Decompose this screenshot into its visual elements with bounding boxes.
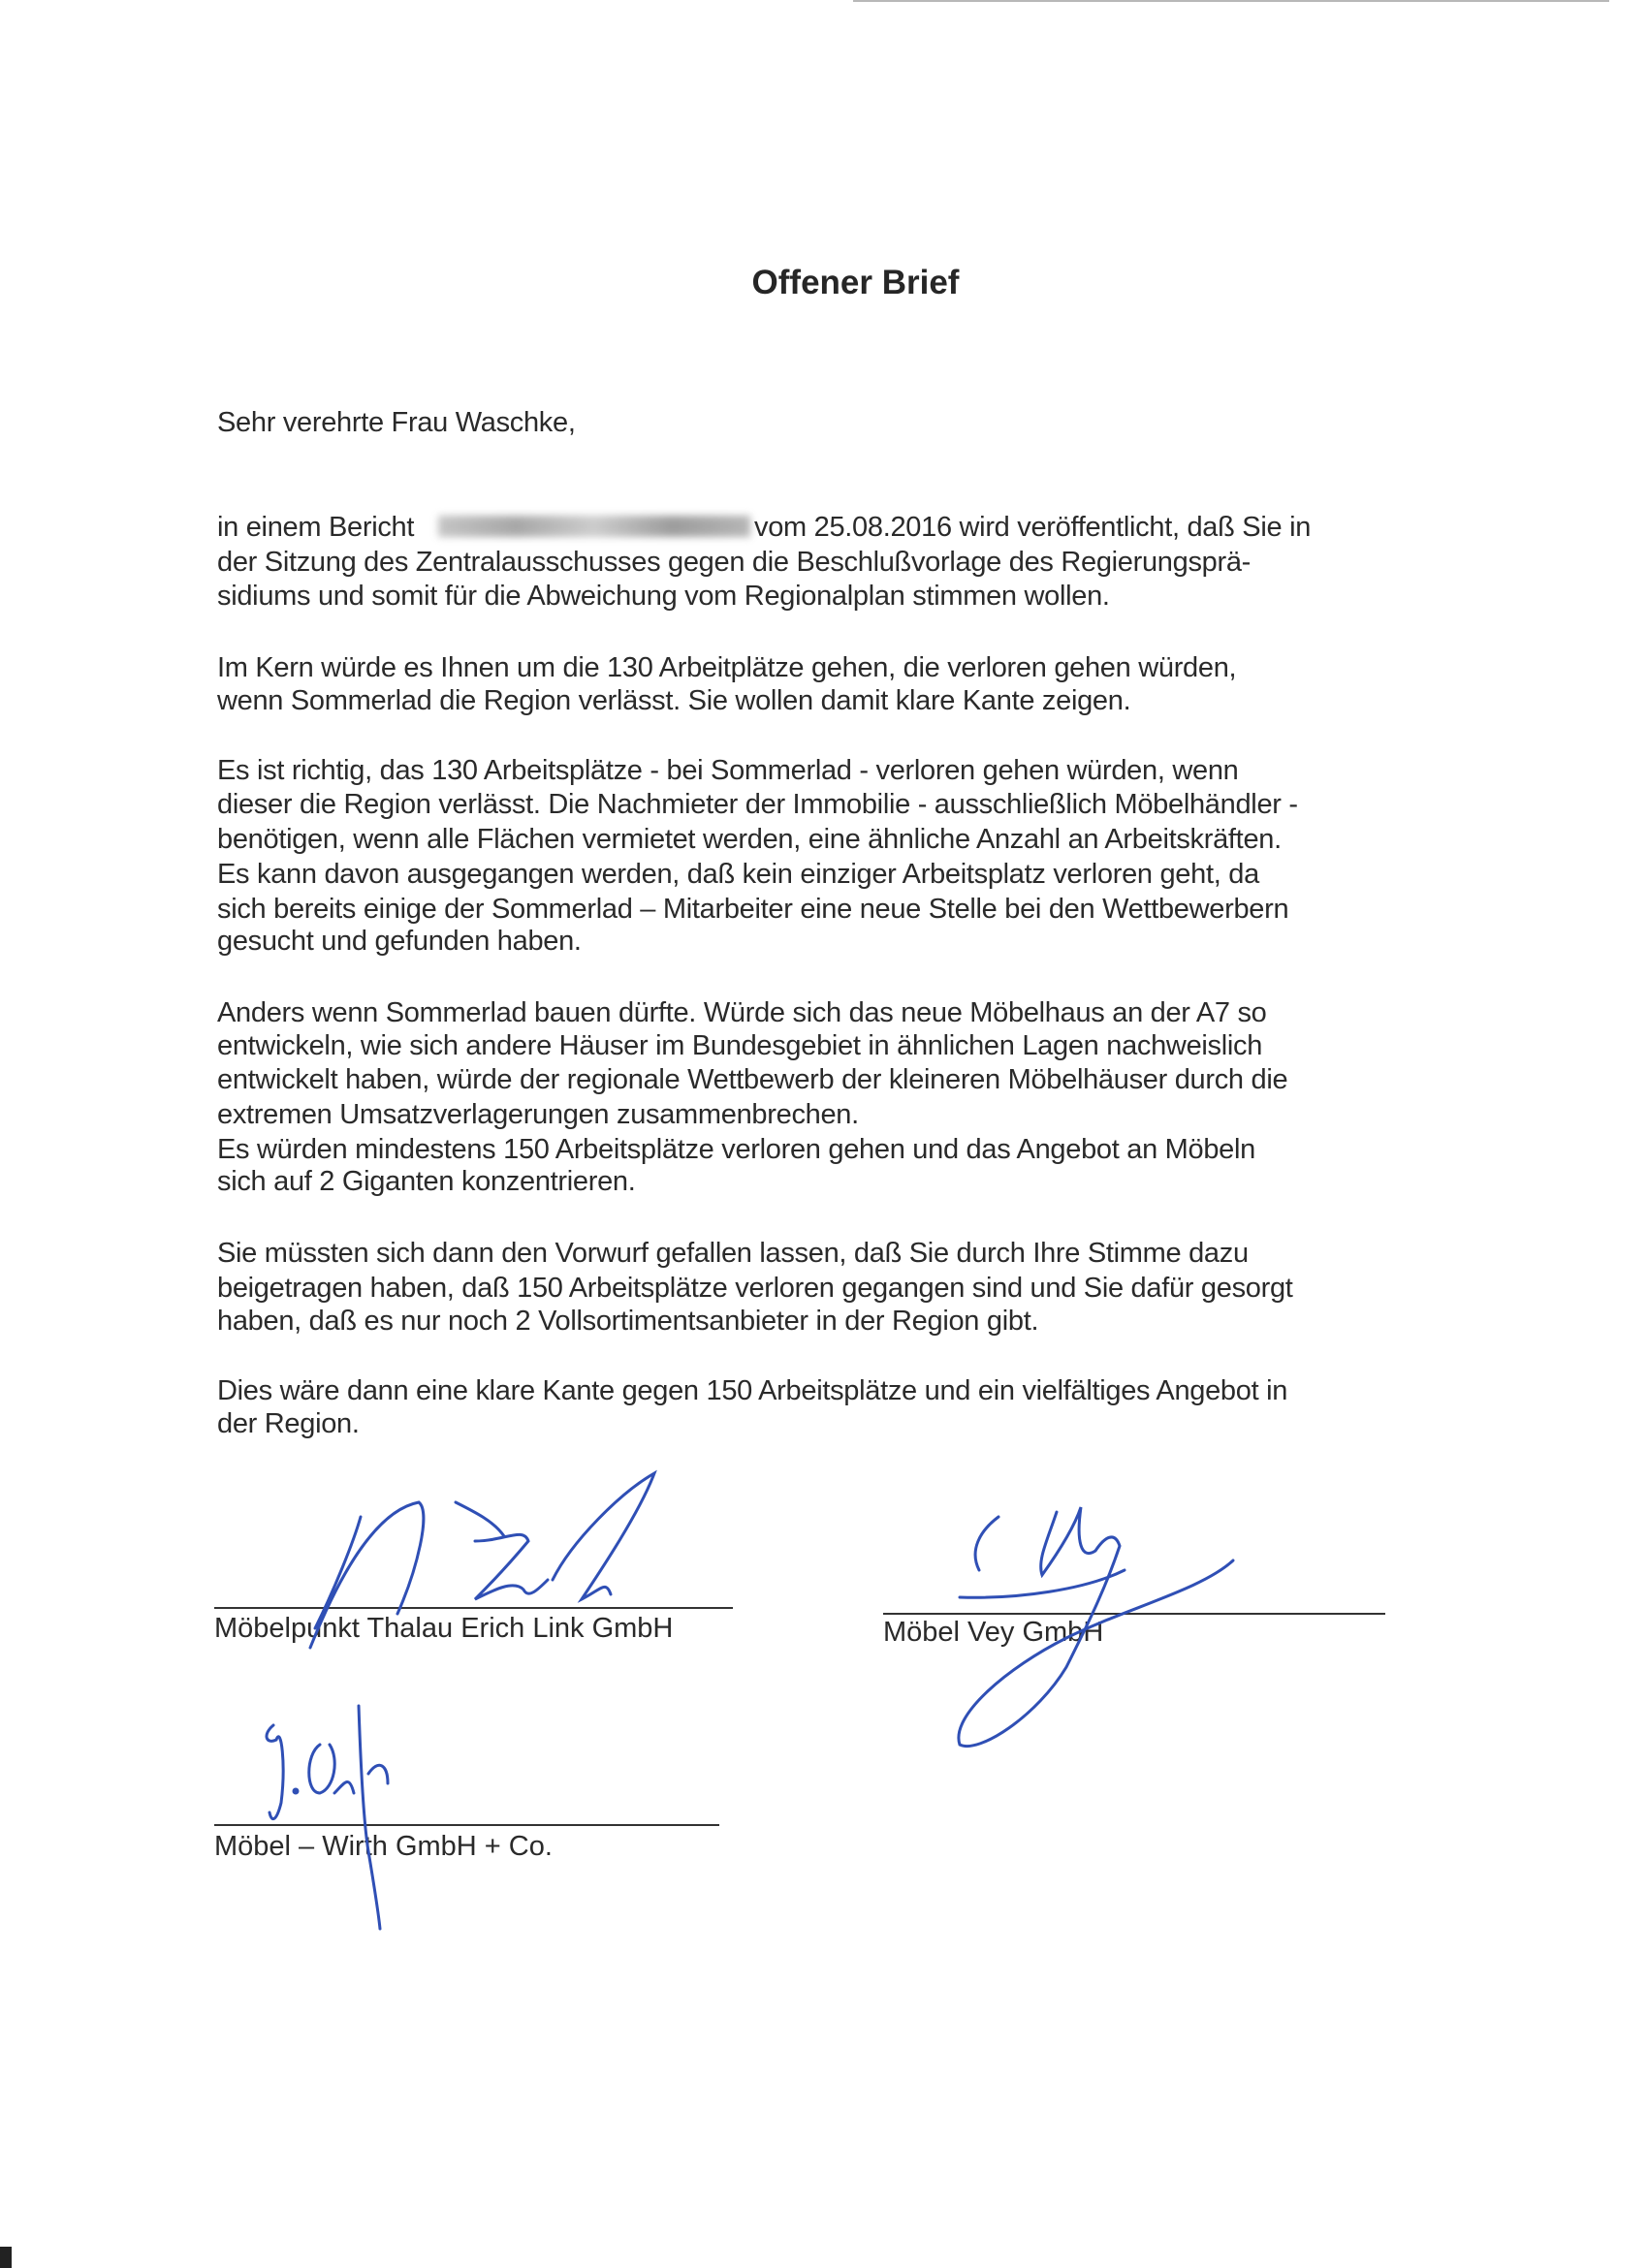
paragraph-4-line-6: sich auf 2 Giganten konzentrieren. xyxy=(217,1166,636,1197)
signatory-2: Möbel Vey GmbH xyxy=(883,1617,1104,1648)
paragraph-3-line-6: gesucht und gefunden haben. xyxy=(217,926,582,957)
paragraph-5-line-2: beigetragen haben, daß 150 Arbeitsplätze verloren gegangen sind und Sie dafür gesorgt xyxy=(217,1273,1293,1304)
signatory-3: Möbel – Wirth GmbH + Co. xyxy=(214,1831,553,1862)
paragraph-6-line-1: Dies wäre dann eine klare Kante gegen 150 Arbeitsplätze und ein vielfältiges Angebot in xyxy=(217,1375,1288,1406)
paragraph-5-line-1: Sie müssten sich dann den Vorwurf gefallen lassen, daß Sie durch Ihre Stimme dazu xyxy=(217,1238,1249,1269)
signature-1 xyxy=(310,1473,654,1648)
paragraph-2-line-2: wenn Sommerlad die Region verlässt. Sie wollen damit klare Kante zeigen. xyxy=(217,685,1131,716)
paragraph-1-line-1b: vom 25.08.2016 wird veröffentlicht, daß Sie in xyxy=(754,512,1312,543)
signature-3 xyxy=(267,1706,388,1929)
letter-title: Offener Brief xyxy=(751,264,960,301)
salutation: Sehr verehrte Frau Waschke, xyxy=(217,407,576,438)
paragraph-4-line-5: Es würden mindestens 150 Arbeitsplätze verloren gehen und das Angebot an Möbeln xyxy=(217,1134,1255,1165)
paragraph-3-line-2: dieser die Region verlässt. Die Nachmieter der Immobilie - ausschließlich Möbelhändler - xyxy=(217,789,1298,820)
paragraph-4-line-4: extremen Umsatzverlagerungen zusammenbrechen. xyxy=(217,1099,859,1130)
paragraph-3-line-3: benötigen, wenn alle Flächen vermietet werden, eine ähnliche Anzahl an Arbeitskräften. xyxy=(217,824,1282,855)
paragraph-6-line-2: der Region. xyxy=(217,1408,360,1439)
paragraph-1-line-2: der Sitzung des Zentralausschusses gegen die Beschlußvorlage des Regierungsprä- xyxy=(217,547,1252,578)
paragraph-1-line-1a: in einem Bericht xyxy=(217,512,415,543)
paragraph-2-line-1: Im Kern würde es Ihnen um die 130 Arbeitplätze gehen, die verloren gehen würden, xyxy=(217,652,1237,683)
paragraph-4-line-1: Anders wenn Sommerlad bauen dürfte. Würde sich das neue Möbelhaus an der A7 so xyxy=(217,997,1267,1028)
paragraph-5-line-3: haben, daß es nur noch 2 Vollsortimentsanbieter in der Region gibt. xyxy=(217,1306,1039,1337)
paragraph-1-line-3: sidiums und somit für die Abweichung vom Regionalplan stimmen wollen. xyxy=(217,581,1110,612)
paragraph-3-line-5: sich bereits einige der Sommerlad – Mitarbeiter eine neue Stelle bei den Wettbewerbern xyxy=(217,894,1289,925)
signatory-1: Möbelpunkt Thalau Erich Link GmbH xyxy=(214,1613,674,1644)
signature-2 xyxy=(959,1507,1233,1747)
paragraph-4-line-3: entwickelt haben, würde der regionale Wettbewerb der kleineren Möbelhäuser durch die xyxy=(217,1064,1288,1095)
paragraph-4-line-2: entwickeln, wie sich andere Häuser im Bundesgebiet in ähnlichen Lagen nachweislich xyxy=(217,1030,1263,1061)
scan-edge-mark xyxy=(0,2247,12,2268)
paragraph-3-line-1: Es ist richtig, das 130 Arbeitsplätze - bei Sommerlad - verloren gehen würden, wenn xyxy=(217,755,1239,786)
paragraph-3-line-4: Es kann davon ausgegangen werden, daß kein einziger Arbeitsplatz verloren geht, da xyxy=(217,859,1259,890)
